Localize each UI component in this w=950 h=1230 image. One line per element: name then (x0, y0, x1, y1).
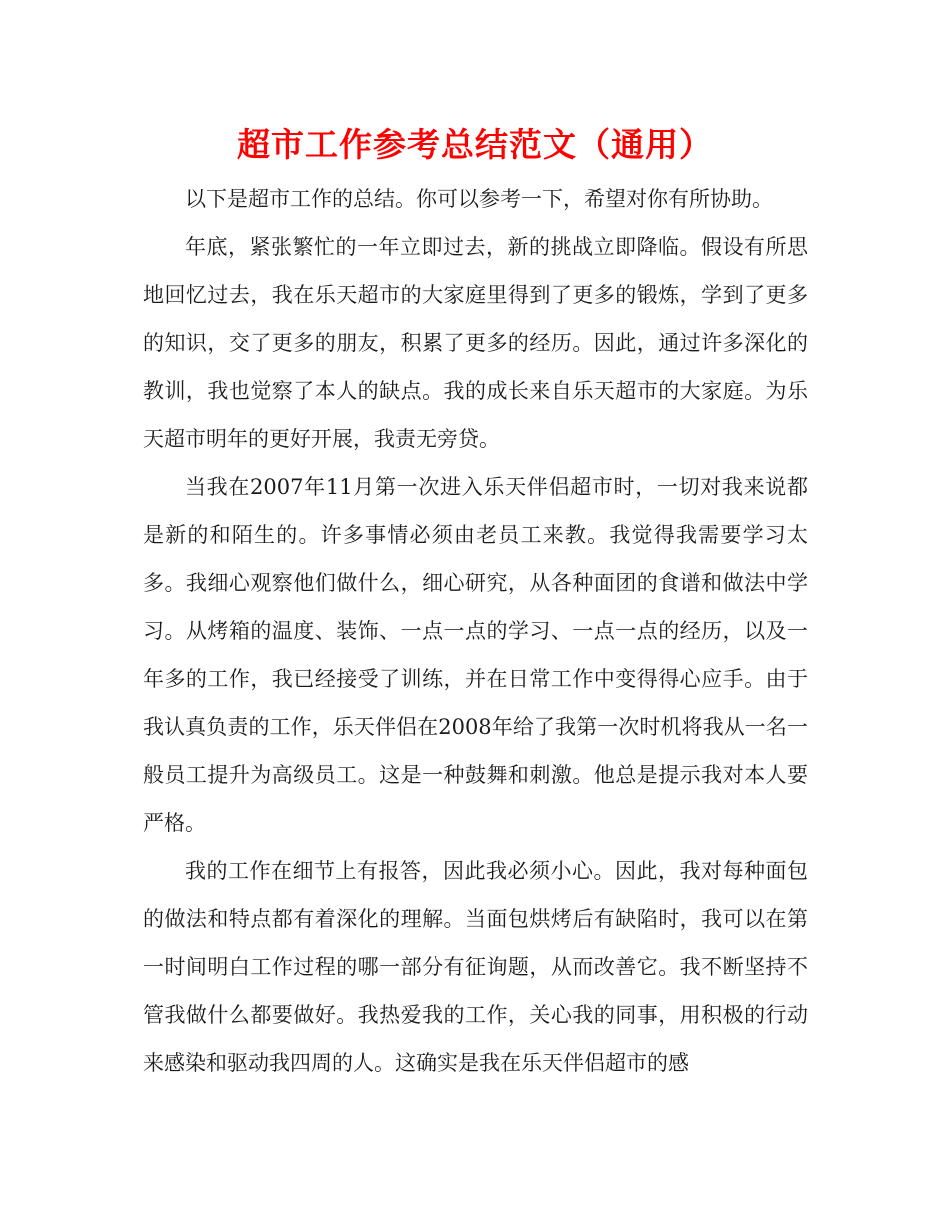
paragraph-details: 我的工作在细节上有报答，因此我必须小心。因此，我对每种面包的做法和特点都有着深化的理解。当面包烘烤后有缺陷时，我可以在第一时间明白工作过程的哪一部分有征询题，从而改善它。我不断坚持不管我做什么都要做好。我热爱我的工作，关心我的同事，用积极的行动来感染和驱动我四周的人。这确实是我在乐天伴侣超市的感 (143, 859, 808, 1075)
paragraph-experience: 当我在2007年11月第一次进入乐天伴侣超市时，一切对我来说都是新的和陌生的。许多事情必须由老员工来教。我觉得我需要学习太多。我细心观察他们做什么，细心研究，从各种面团的食谱和做法中学习。从烤箱的温度、装饰、一点一点的学习、一点一点的经历，以及一年多的工作，我已经接受了训练，并在日常工作中变得得心应手。由于我认真负责的工作，乐天伴侣在2008年给了我第一次时机将我从一名一般员工提升为高级员工。这是一种鼓舞和刺激。他总是提示我对本人要严格。 (143, 475, 808, 835)
document-body (143, 175, 808, 1087)
paragraph-year-end: 年底，紧张繁忙的一年立即过去，新的挑战立即降临。假设有所思地回忆过去，我在乐天超市的大家庭里得到了更多的锻炼，学到了更多的知识，交了更多的朋友，积累了更多的经历。因此，通过许多深化的教训，我也觉察了本人的缺点。我的成长来自乐天超市的大家庭。为乐天超市明年的更好开展，我责无旁贷。 (143, 235, 808, 451)
document-title: 超市工作参考总结范文（通用） (237, 125, 713, 164)
paragraph-intro: 以下是超市工作的总结。你可以参考一下，希望对你有所协助。 (185, 187, 773, 211)
